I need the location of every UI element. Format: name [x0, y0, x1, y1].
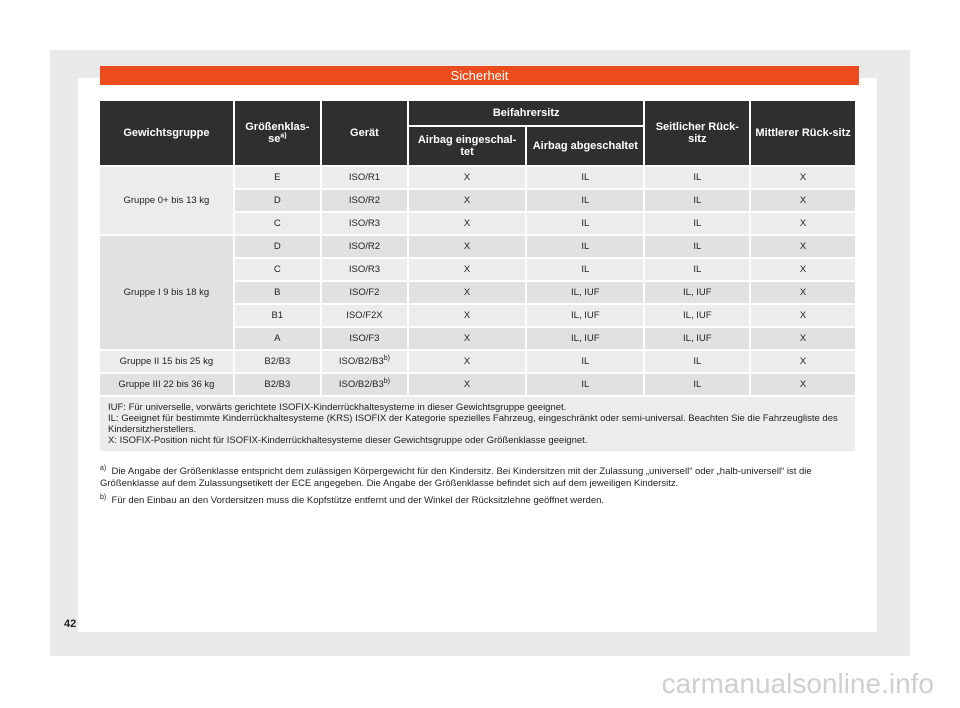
airbag-on-cell: X	[409, 236, 525, 257]
device-footnote-mark: b)	[383, 377, 390, 385]
legend-cell	[100, 397, 855, 451]
device-label: ISO/B2/B3	[338, 356, 384, 367]
center-rear-cell: X	[751, 305, 855, 326]
airbag-on-cell: X	[409, 328, 525, 349]
isofix-table	[98, 99, 857, 453]
device-label: ISO/F2	[349, 287, 380, 298]
table-row	[100, 236, 855, 257]
legend-line: IL: Geeignet für bestimmte Kinderrückhaltesysteme (KRS) ISOFIX der Kategorie spezielles Fahrzeug, eingeschränkt oder semi-universal. Beachten Sie die Fahrzeugliste des Kindersitzherstellers.	[108, 413, 838, 435]
device-cell	[322, 282, 407, 303]
side-rear-cell: IL, IUF	[645, 305, 749, 326]
device-label: ISO/F3	[349, 333, 380, 344]
weight-group-cell: Gruppe II 15 bis 25 kg	[100, 351, 233, 372]
center-rear-cell: X	[751, 167, 855, 188]
device-label: ISO/R1	[348, 172, 380, 183]
device-cell	[322, 167, 407, 188]
size-class-cell: E	[235, 167, 320, 188]
airbag-on-cell: X	[409, 213, 525, 234]
legend-line: IUF: Für universelle, vorwärts gerichtete ISOFIX-Kinderrückhaltesysteme in dieser Gewichtsgruppe geeignet.	[108, 402, 567, 413]
airbag-on-cell: X	[409, 282, 525, 303]
size-class-cell: D	[235, 236, 320, 257]
airbag-off-cell: IL	[527, 259, 643, 280]
side-rear-cell: IL	[645, 213, 749, 234]
center-rear-cell: X	[751, 236, 855, 257]
header-airbag-on: Airbag eingeschal-tet	[409, 127, 525, 165]
device-cell	[322, 328, 407, 349]
side-rear-cell: IL	[645, 374, 749, 395]
device-cell	[322, 259, 407, 280]
header-airbag-off: Airbag abgeschaltet	[527, 127, 643, 165]
size-class-cell: B2/B3	[235, 374, 320, 395]
device-label: ISO/R3	[348, 264, 380, 275]
center-rear-cell: X	[751, 213, 855, 234]
center-rear-cell: X	[751, 282, 855, 303]
footnotes	[100, 466, 859, 512]
header-passenger-seat: Beifahrersitz	[409, 101, 643, 125]
device-label: ISO/R3	[348, 218, 380, 229]
header-side-rear-seat: Seitlicher Rück-sitz	[645, 101, 749, 165]
table-row	[100, 167, 855, 188]
size-class-cell: B1	[235, 305, 320, 326]
device-cell	[322, 213, 407, 234]
device-footnote-mark: b)	[383, 354, 390, 362]
device-label: ISO/B2/B3	[338, 379, 384, 390]
legend-line: X: ISOFIX-Position nicht für ISOFIX-Kinderrückhaltesysteme dieser Gewichtsgruppe oder Größenklasse geeignet.	[108, 435, 588, 446]
size-class-cell: B	[235, 282, 320, 303]
device-cell	[322, 305, 407, 326]
device-label: ISO/F2X	[346, 310, 383, 321]
device-cell	[322, 351, 407, 372]
section-title: Sicherheit	[100, 66, 859, 85]
table-row	[100, 351, 855, 372]
header-center-rear-seat: Mittlerer Rück-sitz	[751, 101, 855, 165]
side-rear-cell: IL	[645, 259, 749, 280]
size-class-cell: C	[235, 213, 320, 234]
device-label: ISO/R2	[348, 241, 380, 252]
size-class-cell: D	[235, 190, 320, 211]
airbag-off-cell: IL	[527, 213, 643, 234]
airbag-off-cell: IL	[527, 374, 643, 395]
side-rear-cell: IL	[645, 351, 749, 372]
legend-row	[100, 397, 855, 451]
watermark-text: carmanualsonline.info	[661, 668, 934, 699]
size-class-cell: A	[235, 328, 320, 349]
airbag-off-cell: IL, IUF	[527, 305, 643, 326]
side-rear-cell: IL, IUF	[645, 328, 749, 349]
header-size-class: Größenklas-$se^{a)}$	[235, 101, 320, 165]
size-class-cell: C	[235, 259, 320, 280]
center-rear-cell: X	[751, 190, 855, 211]
device-cell	[322, 190, 407, 211]
weight-group-cell: Gruppe 0+ bis 13 kg	[100, 167, 233, 234]
airbag-on-cell: X	[409, 374, 525, 395]
airbag-off-cell: IL, IUF	[527, 328, 643, 349]
device-cell	[322, 374, 407, 395]
center-rear-cell: X	[751, 374, 855, 395]
airbag-off-cell: IL	[527, 167, 643, 188]
airbag-on-cell: X	[409, 190, 525, 211]
airbag-off-cell: IL, IUF	[527, 282, 643, 303]
side-rear-cell: IL, IUF	[645, 282, 749, 303]
airbag-off-cell: IL	[527, 236, 643, 257]
size-class-cell: B2/B3	[235, 351, 320, 372]
page-number: 42	[64, 618, 77, 630]
weight-group-cell: Gruppe III 22 bis 36 kg	[100, 374, 233, 395]
center-rear-cell: X	[751, 351, 855, 372]
airbag-off-cell: IL	[527, 190, 643, 211]
weight-group-cell: Gruppe I 9 bis 18 kg	[100, 236, 233, 349]
header-device: Gerät	[322, 101, 407, 165]
footnote-b: $^{b)}$ Für den Einbau an den Vordersitzen muss die Kopfstütze entfernt und der Winkel der Rücksitzlehne geöffnet werden.	[100, 493, 605, 506]
device-cell	[322, 236, 407, 257]
header-weight-group: Gewichtsgruppe	[100, 101, 233, 165]
airbag-off-cell: IL	[527, 351, 643, 372]
center-rear-cell: X	[751, 328, 855, 349]
side-rear-cell: IL	[645, 167, 749, 188]
airbag-on-cell: X	[409, 351, 525, 372]
center-rear-cell: X	[751, 259, 855, 280]
side-rear-cell: IL	[645, 236, 749, 257]
side-rear-cell: IL	[645, 190, 749, 211]
table-row	[100, 374, 855, 395]
airbag-on-cell: X	[409, 305, 525, 326]
airbag-on-cell: X	[409, 259, 525, 280]
footnote-a: $^{a)}$ Die Angabe der Größenklasse entspricht dem zulässigen Körpergewicht für den Kindersitz. Bei Kindersitzen mit der Zulassung „universell“ oder „halb-universell“ ist die Größenklasse auf dem Zulassungsetikett der ECE angegeben. Die Angabe der Größenklasse befindet sich auf dem jeweiligen Kindersitz.	[100, 464, 812, 489]
airbag-on-cell: X	[409, 167, 525, 188]
device-label: ISO/R2	[348, 195, 380, 206]
